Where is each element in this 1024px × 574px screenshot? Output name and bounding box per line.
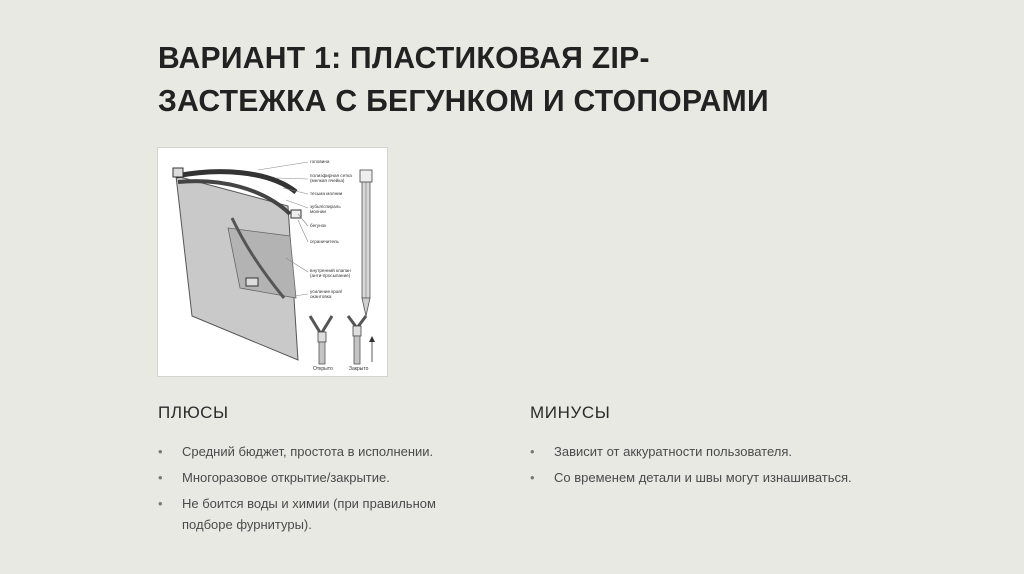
zipper-slider: [291, 210, 301, 218]
slide-title: [158, 36, 895, 122]
pros-item-text: Средний бюджет, простота в исполнении.: [182, 444, 434, 459]
callout-labels: [310, 159, 352, 299]
bullet-icon: •: [158, 496, 163, 511]
label-inner-flap: внутренний клапан: [310, 268, 351, 273]
caption-open: Открыто: [313, 366, 333, 372]
pros-list: [158, 441, 488, 540]
zipper-stopper-top: [173, 168, 183, 177]
zip-pouch-illustration: [158, 148, 387, 376]
caption-closed: Закрыто: [349, 366, 369, 372]
label-mesh: полиэфирная сетка: [310, 173, 352, 178]
label-inner-flap-note: (анти-просыпание): [310, 273, 351, 278]
cons-heading: МИНУСЫ: [530, 403, 611, 422]
slide-title-line-1: ВАРИАНТ 1: ПЛАСТИКОВАЯ ZIP-: [158, 40, 650, 75]
label-zip-tape: тесьма молнии: [310, 191, 343, 196]
zipper-closed-view: [348, 316, 375, 364]
cons-item-text: Со временем детали и швы могут изнашиваться.: [554, 470, 852, 485]
cons-item-text: Зависит от аккуратности пользователя.: [554, 444, 792, 459]
bullet-icon: •: [158, 444, 163, 459]
zip-pouch-diagram: [158, 148, 387, 376]
bullet-icon: •: [530, 444, 535, 459]
label-stopper: ограничитель: [310, 239, 339, 244]
pros-item-text: Не боится воды и химии (при правильном подборе фурнитуры).: [182, 496, 436, 532]
cons-item: [530, 467, 860, 488]
label-slider: бегунок: [310, 223, 327, 228]
bullet-icon: •: [530, 470, 535, 485]
pros-item: [158, 441, 488, 462]
pros-item: [158, 493, 488, 535]
label-edge-2: окантовка: [310, 294, 332, 299]
label-mesh-note: (мелкая ячейка): [310, 178, 345, 183]
zipper-open-view: [310, 316, 332, 364]
cons-item: [530, 441, 860, 462]
zipper-stopper-bottom: [246, 278, 258, 286]
label-teeth: зубья/спираль: [310, 204, 341, 209]
slide-title-line-2: ЗАСТЕЖКА С БЕГУНКОМ И СТОПОРАМИ: [158, 83, 769, 118]
label-golovina: головина: [310, 159, 330, 164]
pros-heading: ПЛЮСЫ: [158, 403, 229, 422]
label-teeth-2: молнии: [310, 209, 326, 214]
pros-item: [158, 467, 488, 488]
cons-list: [530, 441, 860, 493]
zipper-side-view: [360, 170, 372, 316]
label-edge: усиление края/: [310, 289, 343, 294]
pros-item-text: Многоразовое открытие/закрытие.: [182, 470, 390, 485]
bullet-icon: •: [158, 470, 163, 485]
